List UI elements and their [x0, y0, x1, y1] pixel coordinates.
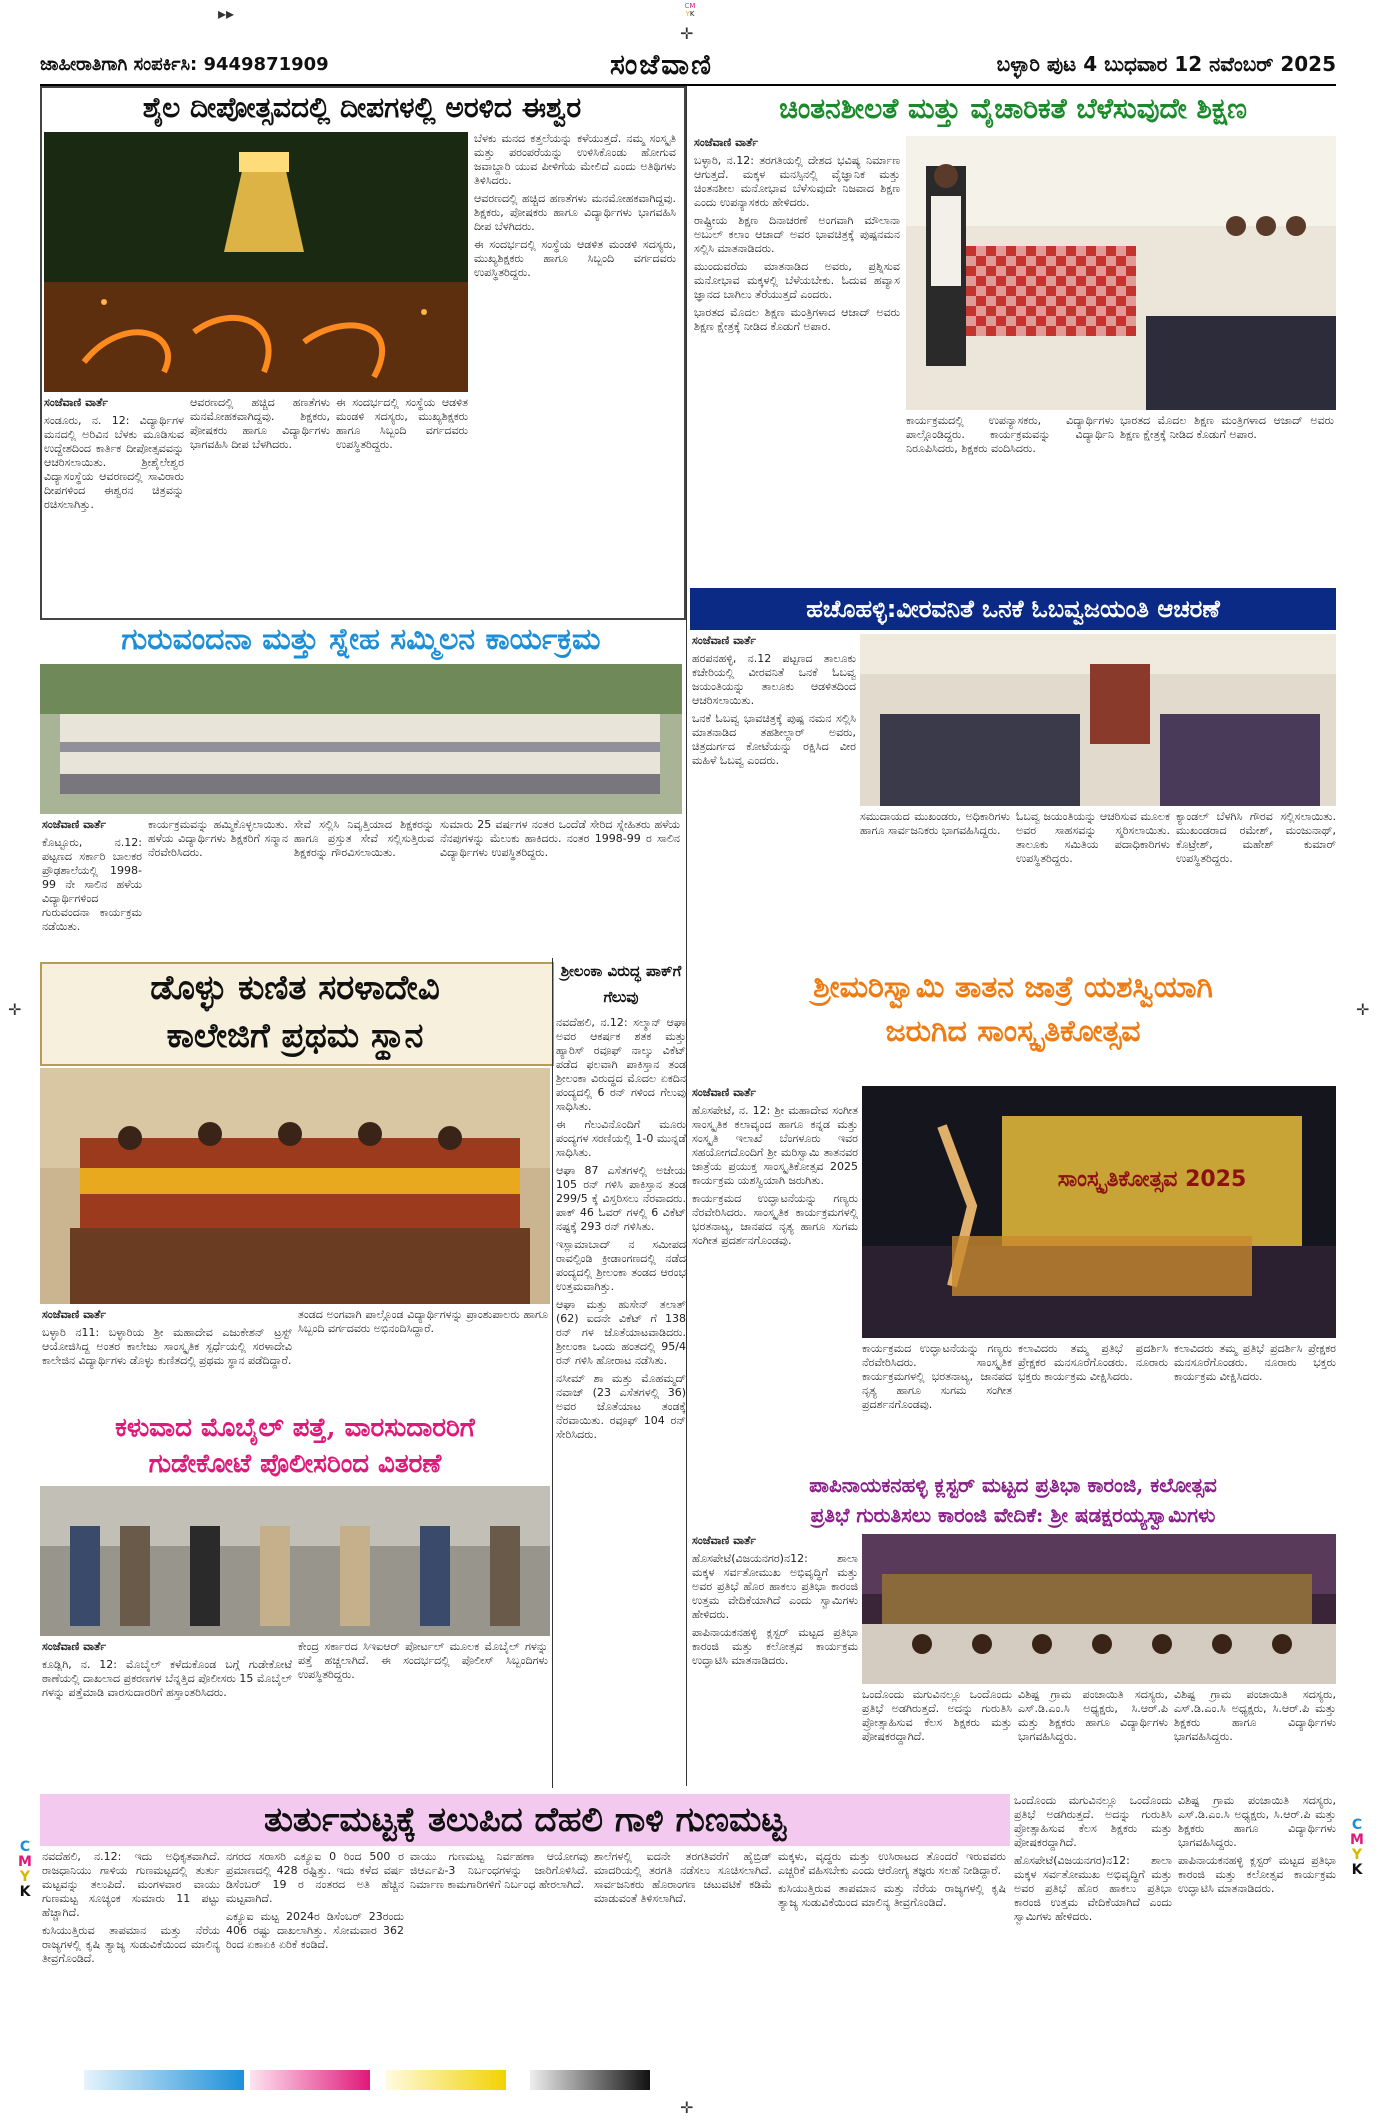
dollu-col-2: ತಂಡದ ಅಂಗವಾಗಿ ಪಾಲ್ಗೊಂಡ ವಿದ್ಯಾರ್ಥಿಗಳನ್ನು ಪ್ರಾಂಶುಪಾಲರು ಹಾಗೂ ಸಿಬ್ಬಂದಿ ವರ್ಗದವರು ಅಭಿನಂದಿಸಿದ್ದಾರೆ. — [298, 1308, 548, 1335]
guruvandana-col-3: ಸೇವೆ ಸಲ್ಲಿಸಿ ನಿವೃತ್ತಿಯಾದ ಶಿಕ್ಷಕರನ್ನು ಹಾಗೂ ಪ್ರಸ್ತುತ ಸೇವೆ ಸಲ್ಲಿಸುತ್ತಿರುವ ಶಿಕ್ಷಕರನ್ನು ಗೌರವಿಸಲಾಯಿತು. — [294, 818, 434, 859]
delhi-col-4: ಶಾಲೆಗಳಲ್ಲಿ ಐದನೇ ತರಗತಿವರೆಗೆ ಹೈಬ್ರಿಡ್ ಮಾದರಿಯಲ್ಲಿ ತರಗತಿ ನಡೆಸಲು ಸೂಚಿಸಲಾಗಿದೆ. ಸಾರ್ವಜನಿಕರು ಹೊರಾಂಗಣ ಚಟುವಟಿಕೆ ಕಡಿಮೆ ಮಾಡುವಂತೆ ತಿಳಿಸಲಾಗಿದೆ. — [594, 1850, 772, 1905]
mobile-headline-1: ಕಳುವಾದ ಮೊಬೈಲ್ ಪತ್ತೆ, ವಾರಸುದಾರರಿಗೆ — [115, 1413, 475, 1443]
chintanashilate-col-3: ಭಾರತದ ಮೊದಲ ಶಿಕ್ಷಣ ಮಂತ್ರಿಗಳಾದ ಆಜಾದ್ ಅವರು ಶಿಕ್ಷಣ ಕ್ಷೇತ್ರಕ್ಕೆ ನೀಡಿದ ಕೊಡುಗೆ ಅಪಾರ. — [1120, 414, 1334, 441]
column-rule — [552, 958, 553, 1788]
guruvandana-col-4: ಸುಮಾರು 25 ವರ್ಷಗಳ ನಂತರ ಒಂದೆಡೆ ಸೇರಿದ ಸ್ನೇಹಿತರು ಹಳೆಯ ನೆನಪುಗಳನ್ನು ಮೆಲುಕು ಹಾಕಿದರು. ನಂತರ 1998-99 ರ ಸಾಲಿನ ವಿದ್ಯಾರ್ಥಿಗಳು ಉಪಸ್ಥಿತರಿದ್ದರು. — [440, 818, 680, 859]
cyan-swatch — [84, 2070, 244, 2090]
hachohalli-headline: ಹಚೊಹಳ್ಳಿ:ವೀರವನಿತೆ ಒನಕೆ ಓಬವ್ವಜಯಂತಿ ಆಚರಣೆ — [690, 588, 1336, 630]
dollu-headline-2: ಕಾಲೇಜಿಗೆ ಪ್ರಥಮ ಸ್ಥಾನ — [166, 1016, 424, 1056]
guruvandana-col-2: ಕಾರ್ಯಕ್ರಮವನ್ನು ಹಮ್ಮಿಕೊಳ್ಳಲಾಯಿತು. ಹಳೆಯ ವಿದ್ಯಾರ್ಥಿಗಳು ಶಿಕ್ಷಕರಿಗೆ ಸನ್ಮಾನ ನೆರವೇರಿಸಿದರು. — [148, 818, 288, 859]
karanji-col-3: ವಿಶಿಷ್ಟ ಗ್ರಾಮ ಪಂಚಾಯಿತಿ ಸದಸ್ಯರು, ಎಸ್.ಡಿ.ಎಂ.ಸಿ ಅಧ್ಯಕ್ಷರು, ಸಿ.ಆರ್.ಪಿ ಮತ್ತು ಶಿಕ್ಷಕರು ಹಾಗೂ ವಿದ್ಯಾರ್ಥಿಗಳು ಭಾಗವಹಿಸಿದ್ದರು. — [1018, 1688, 1168, 1743]
dollu-headline-1: ಡೊಳ್ಳು ಕುಣಿತ ಸರಳಾದೇವಿ — [150, 968, 440, 1008]
delhi-col-3: ವಾಯು ಗುಣಮಟ್ಟ ನಿರ್ವಹಣಾ ಆಯೋಗವು ಜಿಆರ್ಎಪಿ-3 ನಿರ್ಬಂಧಗಳನ್ನು ಜಾರಿಗೊಳಿಸಿದೆ. ನಿರ್ಮಾಣ ಕಾಮಗಾರಿಗಳಿಗೆ ನಿರ್ಬಂಧ ಹೇರಲಾಗಿದೆ. — [410, 1850, 588, 1891]
dollu-col-1: ಸಂಜೆವಾಣಿ ವಾರ್ತೆ ಬಳ್ಳಾರಿ ನ11: ಬಳ್ಳಾರಿಯ ಶ್ರೀ ಮಹಾದೇವ ಎಜುಕೇಶನ್ ಟ್ರಸ್ಟ್ ಆಯೋಜಿಸಿದ್ದ ಅಂತರ ಕಾಲೇಜು ಸಾಂಸ್ಕೃತಿಕ ಸ್ಪರ್ಧೆಯಲ್ಲಿ ಸರಳಾದೇವಿ ಕಾಲೇಜಿನ ವಿದ್ಯಾರ್ಥಿಗಳು ಡೊಳ್ಳು ಕುಣಿತದಲ್ಲಿ ಪ್ರಥಮ ಸ್ಥಾನ ಪಡೆದಿದ್ದಾರೆ. — [42, 1308, 292, 1367]
marisvami-headline-2: ಜರುಗಿದ ಸಾಂಸ್ಕೃತಿಕೋತ್ಸವ — [885, 1014, 1141, 1049]
deepotsava-photo — [44, 132, 468, 392]
crosshair-icon: ✛ — [680, 24, 694, 43]
cmyk-right-mark: C M Y K — [1350, 1817, 1364, 1878]
delhi-col-2: ನಗರದ ಸರಾಸರಿ ಎಕ್ಯೂಐ 0 ರಿಂದ 500 ರ ಪ್ರಮಾಣದಲ್ಲಿ 428 ರಷ್ಟಿತ್ತು. ಇದು ಕಳೆದ ವರ್ಷ ಡಿಸೆಂಬರ್ 19 ರ ನಂತರದ ಅತಿ ಹೆಚ್ಚಿನ ಮಟ್ಟವಾಗಿದೆ. ಎಕ್ಯೂಐ ಮಟ್ಟ 2024ರ ಡಿಸೆಂಬರ್ 23ರಂದು 406 ರಷ್ಟು ದಾಖಲಾಗಿತ್ತು. ಸೋಮವಾರ 362 ರಿಂದ ಏಕಾಏಕಿ ಏರಿಕೆ ಕಂಡಿದೆ. — [226, 1850, 404, 1951]
mobile-col-1: ಸಂಜೆವಾಣಿ ವಾರ್ತೆ ಕೂಡ್ಲಿಗಿ, ನ. 12: ಮೊಬೈಲ್ ಕಳೆದುಕೊಂಡ ಬಗ್ಗೆ ಗುಡೇಕೋಟೆ ಠಾಣೆಯಲ್ಲಿ ದಾಖಲಾದ ಪ್ರಕರಣಗಳ ಬೆನ್ನತ್ತಿದ ಪೊಲೀಸರು 15 ಮೊಬೈಲ್ ಗಳನ್ನು ಪತ್ತೆಮಾಡಿ ವಾರಸುದಾರರಿಗೆ ಹಸ್ತಾಂತರಿಸಿದರು. — [42, 1640, 292, 1699]
marisvami-photo — [862, 1086, 1336, 1338]
hachohalli-col-2: ಸಮುದಾಯದ ಮುಖಂಡರು, ಅಧಿಕಾರಿಗಳು ಹಾಗೂ ಸಾರ್ವಜನಿಕರು ಭಾಗವಹಿಸಿದ್ದರು. — [860, 810, 1010, 837]
crosshair-icon: ✛ — [8, 1000, 22, 1019]
dollu-photo — [40, 1068, 550, 1304]
ad-contact: ಜಾಹೀರಾತಿಗಾಗಿ ಸಂಪರ್ಕಿಸಿ: 9449871909 — [40, 54, 329, 75]
page-arrow-mark: ▸▸ — [218, 4, 235, 23]
hachohalli-photo — [860, 634, 1336, 806]
marisvami-headline-1: ಶ್ರೀಮರಿಸ್ವಾಮಿ ತಾತನ ಜಾತ್ರೆ ಯಶಸ್ವಿಯಾಗಿ — [813, 970, 1213, 1005]
guruvandana-headline: ಗುರುವಂದನಾ ಮತ್ತು ಸ್ನೇಹ ಸಮ್ಮಿಲನ ಕಾರ್ಯಕ್ರಮ — [121, 622, 601, 657]
mobile-photo — [40, 1486, 550, 1636]
guruvandana-photo — [40, 664, 682, 814]
chintanashilate-col-2: ಕಾರ್ಯಕ್ರಮದಲ್ಲಿ ಉಪನ್ಯಾಸಕರು, ವಿದ್ಯಾರ್ಥಿಗಳು ಪಾಲ್ಗೊಂಡಿದ್ದರು. ಕಾರ್ಯಕ್ರಮವನ್ನು ವಿದ್ಯಾರ್ಥಿನಿ ನಿರೂಪಿಸಿದರು, ಶಿಕ್ಷಕರು ವಂದಿಸಿದರು. — [906, 414, 1114, 455]
chintanashilate-photo — [906, 136, 1336, 410]
deepotsava-col-1: ಸಂಜೆವಾಣಿ ವಾರ್ತೆ ಸಂಡೂರು, ನ. 12: ವಿದ್ಯಾರ್ಥಿಗಳ ಮನದಲ್ಲಿ ಅರಿವಿನ ಬೆಳಕು ಮೂಡಿಸುವ ಉದ್ದೇಶದಿಂದ ಕಾರ್ತಿಕ ದೀಪೋತ್ಸವವನ್ನು ಆಚರಿಸಲಾಯಿತು. ಶ್ರೀಶೈಲೇಶ್ವರ ವಿದ್ಯಾಸಂಸ್ಥೆಯ ಆವರಣದಲ್ಲಿ ಸಾವಿರಾರು ದೀಪಗಳಿಂದ ಈಶ್ವರನ ಚಿತ್ರವನ್ನು ರಚಿಸಲಾಗಿತ್ತು. — [44, 396, 184, 511]
karanji-headline-2: ಪ್ರತಿಭೆ ಗುರುತಿಸಲು ಕಾರಂಜಿ ವೇದಿಕೆ: ಶ್ರೀ ಷಡಕ್ಷರಯ್ಯಸ್ವಾಮಿಗಳು — [810, 1503, 1216, 1527]
chintanashilate-col-1: ಸಂಜೆವಾಣಿ ವಾರ್ತೆ ಬಳ್ಳಾರಿ, ನ.12: ತರಗತಿಯಲ್ಲಿ ದೇಶದ ಭವಿಷ್ಯ ನಿರ್ಮಾಣ ಆಗುತ್ತದೆ. ಮಕ್ಕಳ ಮನಸ್ಸಿನಲ್ಲಿ ವೈಜ್ಞಾನಿಕ ಮತ್ತು ಚಿಂತನಶೀಲ ಮನೋಭಾವ ಬೆಳೆಸುವುದೇ ನಿಜವಾದ ಶಿಕ್ಷಣ ಎಂದು ಉಪನ್ಯಾಸಕರು ಹೇಳಿದರು. ರಾಷ್ಟ್ರೀಯ ಶಿಕ್ಷಣ ದಿನಾಚರಣೆ ಅಂಗವಾಗಿ ಮೌಲಾನಾ ಅಬುಲ್ ಕಲಾಂ ಆಜಾದ್ ಅವರ ಭಾವಚಿತ್ರಕ್ಕೆ ಪುಷ್ಪನಮನ ಸಲ್ಲಿಸಿ ಮಾತನಾಡಿದರು. ಮುಂದುವರೆದು ಮಾತನಾಡಿದ ಅವರು, ಪ್ರಶ್ನಿಸುವ ಮನೋಭಾವ ಮಕ್ಕಳಲ್ಲಿ ಬೆಳೆಯಬೇಕು. ಓದುವ ಹವ್ಯಾಸ ಜ್ಞಾನದ ಬಾಗಿಲು ತೆರೆಯುತ್ತದೆ ಎಂದರು. ಭಾರತದ ಮೊದಲ ಶಿಕ್ಷಣ ಮಂತ್ರಿಗಳಾದ ಆಜಾದ್ ಅವರು ಶಿಕ್ಷಣ ಕ್ಷೇತ್ರಕ್ಕೆ ನೀಡಿದ ಕೊಡುಗೆ ಅಪಾರ. — [694, 136, 900, 333]
column-rule — [686, 86, 687, 1786]
srilanka-headline: ಶ್ರೀಲಂಕಾ ವಿರುದ್ಧ ಪಾಕ್‌ಗೆ ಗೆಲುವು — [560, 962, 682, 1006]
yellow-swatch — [386, 2070, 506, 2090]
srilanka-col: ನವದೆಹಲಿ, ನ.12: ಸಲ್ಮಾನ್ ಆಘಾ ಅವರ ಆಕರ್ಷಕ ಶತಕ ಮತ್ತು ಹ್ಯಾರಿಸ್ ರವೂಫ್ ನಾಲ್ಕು ವಿಕೆಟ್ ಪಡೆದ ಫಲವಾಗಿ ಪಾಕಿಸ್ತಾನ ತಂಡ ಶ್ರೀಲಂಕಾ ವಿರುದ್ಧದ ಮೊದಲ ಏಕದಿನ ಪಂದ್ಯದಲ್ಲಿ 6 ರನ್ ಗಳಿಂದ ಗೆಲುವು ಸಾಧಿಸಿತು. ಈ ಗೆಲುವಿನೊಂದಿಗೆ ಮೂರು ಪಂದ್ಯಗಳ ಸರಣಿಯಲ್ಲಿ 1-0 ಮುನ್ನಡೆ ಸಾಧಿಸಿತು. ಆಘಾ 87 ಎಸೆತಗಳಲ್ಲಿ ಅಜೇಯ 105 ರನ್ ಗಳಿಸಿ ಪಾಕಿಸ್ತಾನ ತಂಡ 299/5 ಕ್ಕೆ ವಿಸ್ತರಿಸಲು ನೆರವಾದರು. ಪಾಕ್ 46 ಓವರ್ ಗಳಲ್ಲಿ 6 ವಿಕೆಟ್ ನಷ್ಟಕ್ಕೆ 293 ರನ್ ಗಳಿಸಿತು. ಇಸ್ಲಾಮಾಬಾದ್ ನ ಸಮೀಪದ ರಾವಲ್ಪಿಂಡಿ ಕ್ರೀಡಾಂಗಣದಲ್ಲಿ ನಡೆದ ಪಂದ್ಯದಲ್ಲಿ ಶ್ರೀಲಂಕಾ ತಂಡದ ಆರಂಭ ಉತ್ತಮವಾಗಿತ್ತು. ಆಘಾ ಮತ್ತು ಹುಸೇನ್ ತಲಾತ್ (62) ಐದನೇ ವಿಕೆಟ್ ಗೆ 138 ರನ್ ಗಳ ಜೊತೆಯಾಟವಾಡಿದರು. ಶ್ರೀಲಂಕಾ ಒಂದು ಹಂತದಲ್ಲಿ 95/4 ರನ್ ಗಳಿಸಿ ಹೋರಾಟ ನಡೆಸಿತು. ನಸೀಮ್ ಶಾ ಮತ್ತು ಮೊಹಮ್ಮದ್ ನವಾಜ್ (23 ಎಸೆತಗಳಲ್ಲಿ 36) ಅವರ ಜೊತೆಯಾಟ ತಂಡಕ್ಕೆ ನೆರವಾಯಿತು. ರವೂಫ್ 104 ರನ್ ಸೇರಿಸಿದರು. — [556, 1016, 686, 1441]
hachohalli-col-3: ಓಬವ್ವ ಜಯಂತಿಯನ್ನು ಆಚರಿಸುವ ಮೂಲಕ ಅವರ ಸಾಹಸವನ್ನು ಸ್ಮರಿಸಲಾಯಿತು. ತಾಲೂಕು ಸಮಿತಿಯ ಪದಾಧಿಕಾರಿಗಳು ಉಪಸ್ಥಿತರಿದ್ದರು. — [1016, 810, 1170, 865]
masthead — [40, 48, 1336, 86]
deepotsava-col-3: ಈ ಸಂದರ್ಭದಲ್ಲಿ ಸಂಸ್ಥೆಯ ಆಡಳಿತ ಮಂಡಳಿ ಸದಸ್ಯರು, ಮುಖ್ಯಶಿಕ್ಷಕರು ಹಾಗೂ ಸಿಬ್ಬಂದಿ ವರ್ಗದವರು ಉಪಸ್ಥಿತರಿದ್ದರು. — [336, 396, 468, 451]
karanji-col-4: ವಿಶಿಷ್ಟ ಗ್ರಾಮ ಪಂಚಾಯಿತಿ ಸದಸ್ಯರು, ಎಸ್.ಡಿ.ಎಂ.ಸಿ ಅಧ್ಯಕ್ಷರು, ಸಿ.ಆರ್.ಪಿ ಮತ್ತು ಶಿಕ್ಷಕರು ಹಾಗೂ ವಿದ್ಯಾರ್ಥಿಗಳು ಭಾಗವಹಿಸಿದ್ದರು. — [1174, 1688, 1336, 1743]
karanji-headline-1: ಪಾಪಿನಾಯಕನಹಳ್ಳಿ ಕ್ಲಸ್ಟರ್ ಮಟ್ಟದ ಪ್ರತಿಭಾ ಕಾರಂಜಿ, ಕಲೋತ್ಸವ — [809, 1473, 1217, 1497]
deepotsava-col-2: ಆವರಣದಲ್ಲಿ ಹಚ್ಚಿದ ಹಣತೆಗಳು ಮನಮೋಹಕವಾಗಿದ್ದವು. ಶಿಕ್ಷಕರು, ಪೋಷಕರು ಹಾಗೂ ವಿದ್ಯಾರ್ಥಿಗಳು ಭಾಗವಹಿಸಿ ದೀಪ ಬೆಳಗಿದರು. — [190, 396, 330, 451]
crosshair-icon: ✛ — [680, 2098, 694, 2117]
stage-banner-text: ಸಾಂಸ್ಕೃತಿಕೋತ್ಸವ 2025 — [1057, 1167, 1247, 1192]
delhi-col-5: ಮಕ್ಕಳು, ವೃದ್ಧರು ಮತ್ತು ಉಸಿರಾಟದ ತೊಂದರೆ ಇರುವವರು ಎಚ್ಚರಿಕೆ ವಹಿಸಬೇಕು ಎಂದು ಆರೋಗ್ಯ ತಜ್ಞರು ಸಲಹೆ ನೀಡಿದ್ದಾರೆ. ಕುಸಿಯುತ್ತಿರುವ ತಾಪಮಾನ ಮತ್ತು ನೆರೆಯ ರಾಜ್ಯಗಳಲ್ಲಿ ಕೃಷಿ ತ್ಯಾಜ್ಯ ಸುಡುವಿಕೆಯಿಂದ ಮಾಲಿನ್ಯ ತೀವ್ರಗೊಂಡಿದೆ. — [778, 1850, 1006, 1909]
issue-info: ಬಳ್ಳಾರಿ ಪುಟ 4 ಬುಧವಾರ 12 ನವೆಂಬರ್ 2025 — [996, 52, 1336, 76]
newspaper-logo: ಸಂಜೆವಾಣಿ — [610, 48, 713, 81]
marisvami-col-1: ಸಂಜೆವಾಣಿ ವಾರ್ತೆ ಹೊಸಪೇಟೆ, ನ. 12: ಶ್ರೀ ಮಹಾದೇವ ಸಂಗೀತ ಸಾಂಸ್ಕೃತಿಕ ಕಲಾವೃಂದ ಹಾಗೂ ಕನ್ನಡ ಮತ್ತು ಸಂಸ್ಕೃತಿ ಇಲಾಖೆ ಬೆಂಗಳೂರು ಇವರ ಸಹಯೋಗದೊಂದಿಗೆ ಶ್ರೀ ಮರಿಸ್ವಾಮಿ ತಾತನವರ ಜಾತ್ರೆಯ ಪ್ರಯುಕ್ತ ಸಾಂಸ್ಕೃತಿಕೋತ್ಸವ 2025 ಕಾರ್ಯಕ್ರಮ ಯಶಸ್ವಿಯಾಗಿ ಜರುಗಿತು. ಕಾರ್ಯಕ್ರಮದ ಉದ್ಘಾಟನೆಯನ್ನು ಗಣ್ಯರು ನೆರವೇರಿಸಿದರು. ಸಾಂಸ್ಕೃತಿಕ ಕಾರ್ಯಕ್ರಮಗಳಲ್ಲಿ ಭರತನಾಟ್ಯ, ಜಾನಪದ ನೃತ್ಯ ಹಾಗೂ ಸುಗಮ ಸಂಗೀತ ಪ್ರದರ್ಶನಗೊಂಡವು. — [692, 1086, 858, 1247]
marisvami-col-2: ಕಾರ್ಯಕ್ರಮದ ಉದ್ಘಾಟನೆಯನ್ನು ಗಣ್ಯರು ನೆರವೇರಿಸಿದರು. ಸಾಂಸ್ಕೃತಿಕ ಕಾರ್ಯಕ್ರಮಗಳಲ್ಲಿ ಭರತನಾಟ್ಯ, ಜಾನಪದ ನೃತ್ಯ ಹಾಗೂ ಸುಗಮ ಸಂಗೀತ ಪ್ರದರ್ಶನಗೊಂಡವು. — [862, 1342, 1012, 1411]
mobile-headline-2: ಗುಡೇಕೋಟೆ ಪೊಲೀಸರಿಂದ ವಿತರಣೆ — [148, 1449, 442, 1479]
cmyk-top-mark: CM YK — [684, 2, 696, 18]
karanji-photo — [862, 1534, 1336, 1684]
deepotsava-headline: ಶೈಲ ದೀಪೋತ್ಸವದಲ್ಲಿ ದೀಪಗಳಲ್ಲಿ ಅರಳಿದ ಈಶ್ವರ — [142, 91, 582, 124]
cmyk-left-mark: C M Y K — [18, 1839, 32, 1900]
delhi-headline: ತುರ್ತುಮಟ್ಟಕ್ಕೆ ತಲುಪಿದ ದೆಹಲಿ ಗಾಳಿ ಗುಣಮಟ್ಟ — [40, 1794, 1010, 1846]
chintanashilate-headline: ಚಿಂತನಶೀಲತೆ ಮತ್ತು ವೈಚಾರಿಕತೆ ಬೆಳೆಸುವುದೇ ಶಿಕ್ಷಣ — [690, 86, 1336, 132]
magenta-swatch — [250, 2070, 370, 2090]
crosshair-icon: ✛ — [1356, 1000, 1370, 1019]
karanji-col-2: ಒಂದೊಂದು ಮಗುವಿನಲ್ಲೂ ಒಂದೊಂದು ಪ್ರತಿಭೆ ಅಡಗಿರುತ್ತದೆ. ಅದನ್ನು ಗುರುತಿಸಿ ಪ್ರೋತ್ಸಾಹಿಸುವ ಕೆಲಸ ಶಿಕ್ಷಕರು ಮತ್ತು ಪೋಷಕರದ್ದಾಗಿದೆ. — [862, 1688, 1012, 1743]
karanji-col-6: ವಿಶಿಷ್ಟ ಗ್ರಾಮ ಪಂಚಾಯಿತಿ ಸದಸ್ಯರು, ಎಸ್.ಡಿ.ಎಂ.ಸಿ ಅಧ್ಯಕ್ಷರು, ಸಿ.ಆರ್.ಪಿ ಮತ್ತು ಶಿಕ್ಷಕರು ಹಾಗೂ ವಿದ್ಯಾರ್ಥಿಗಳು ಭಾಗವಹಿಸಿದ್ದರು. ಪಾಪಿನಾಯಕನಹಳ್ಳಿ ಕ್ಲಸ್ಟರ್ ಮಟ್ಟದ ಪ್ರತಿಭಾ ಕಾರಂಜಿ ಮತ್ತು ಕಲೋತ್ಸವ ಕಾರ್ಯಕ್ರಮ ಉದ್ಘಾಟಿಸಿ ಮಾತನಾಡಿದರು. — [1178, 1794, 1336, 1895]
hachohalli-col-4: ಕ್ಯಾಂಡಲ್ ಬೆಳಗಿಸಿ ಗೌರವ ಸಲ್ಲಿಸಲಾಯಿತು. ಮುಖಂಡರಾದ ರಮೇಶ್, ಮಂಜುನಾಥ್, ಕೊಟ್ರೇಶ್, ಮಹೇಶ್ ಕುಮಾರ್ ಉಪಸ್ಥಿತರಿದ್ದರು. — [1176, 810, 1336, 865]
black-swatch — [530, 2070, 650, 2090]
delhi-col-1: ನವದೆಹಲಿ, ನ.12: ಇದು ಅಧಿಕೃತವಾಗಿದೆ. ರಾಜಧಾನಿಯು ಗಾಳಿಯ ಗುಣಮಟ್ಟದಲ್ಲಿ ತುರ್ತು ಮಟ್ಟವನ್ನು ತಲುಪಿದೆ. ಮಂಗಳವಾರ ವಾಯು ಗುಣಮಟ್ಟ ಸೂಚ್ಯಂಕ ಸುಮಾರು 11 ಪಟ್ಟು ಹೆಚ್ಚಾಗಿದೆ. ಕುಸಿಯುತ್ತಿರುವ ತಾಪಮಾನ ಮತ್ತು ನೆರೆಯ ರಾಜ್ಯಗಳಲ್ಲಿ ಕೃಷಿ ತ್ಯಾಜ್ಯ ಸುಡುವಿಕೆಯಿಂದ ಮಾಲಿನ್ಯ ತೀವ್ರಗೊಂಡಿದೆ. — [42, 1850, 220, 1965]
karanji-col-5: ಒಂದೊಂದು ಮಗುವಿನಲ್ಲೂ ಒಂದೊಂದು ಪ್ರತಿಭೆ ಅಡಗಿರುತ್ತದೆ. ಅದನ್ನು ಗುರುತಿಸಿ ಪ್ರೋತ್ಸಾಹಿಸುವ ಕೆಲಸ ಶಿಕ್ಷಕರು ಮತ್ತು ಪೋಷಕರದ್ದಾಗಿದೆ. ಹೊಸಪೇಟೆ(ವಿಜಯನಗರ)ನ12: ಶಾಲಾ ಮಕ್ಕಳ ಸರ್ವತೋಮುಖ ಅಭಿವೃದ್ಧಿಗೆ ಮತ್ತು ಅವರ ಪ್ರತಿಭೆ ಹೊರ ಹಾಕಲು ಪ್ರತಿಭಾ ಕಾರಂಜಿ ಉತ್ತಮ ವೇದಿಕೆಯಾಗಿದೆ ಎಂದು ಸ್ವಾಮಿಗಳು ಹೇಳಿದರು. — [1014, 1794, 1172, 1923]
hachohalli-col-1: ಸಂಜೆವಾಣಿ ವಾರ್ತೆ ಹರಪನಹಳ್ಳಿ, ನ.12 ಪಟ್ಟಣದ ತಾಲೂಕು ಕಚೇರಿಯಲ್ಲಿ ವೀರವನಿತೆ ಒನಕೆ ಓಬವ್ವ ಜಯಂತಿಯನ್ನು ತಾಲೂಕು ಆಡಳಿತದಿಂದ ಆಚರಿಸಲಾಯಿತು. ಒನಕೆ ಓಬವ್ವ ಭಾವಚಿತ್ರಕ್ಕೆ ಪುಷ್ಪ ನಮನ ಸಲ್ಲಿಸಿ ಮಾತನಾಡಿದ ತಹಶೀಲ್ದಾರ್ ಅವರು, ಚಿತ್ರದುರ್ಗದ ಕೋಟೆಯನ್ನು ರಕ್ಷಿಸಿದ ವೀರ ಮಹಿಳೆ ಓಬವ್ವ ಎಂದರು. — [692, 634, 856, 767]
guruvandana-col-1: ಸಂಜೆವಾಣಿ ವಾರ್ತೆ ಕೊಟ್ಟೂರು, ನ.12: ಪಟ್ಟಣದ ಸರ್ಕಾರಿ ಬಾಲಕರ ಪ್ರೌಢಶಾಲೆಯಲ್ಲಿ 1998-99 ನೇ ಸಾಲಿನ ಹಳೆಯ ವಿದ್ಯಾರ್ಥಿಗಳಿಂದ ಗುರುವಂದನಾ ಕಾರ್ಯಕ್ರಮ ನಡೆಯಿತು. — [42, 818, 142, 933]
marisvami-col-3: ಕಲಾವಿದರು ತಮ್ಮ ಪ್ರತಿಭೆ ಪ್ರದರ್ಶಿಸಿ ಪ್ರೇಕ್ಷಕರ ಮನಸೂರೆಗೊಂಡರು. ನೂರಾರು ಭಕ್ತರು ಕಾರ್ಯಕ್ರಮ ವೀಕ್ಷಿಸಿದರು. — [1018, 1342, 1168, 1383]
marisvami-col-4: ಕಲಾವಿದರು ತಮ್ಮ ಪ್ರತಿಭೆ ಪ್ರದರ್ಶಿಸಿ ಪ್ರೇಕ್ಷಕರ ಮನಸೂರೆಗೊಂಡರು. ನೂರಾರು ಭಕ್ತರು ಕಾರ್ಯಕ್ರಮ ವೀಕ್ಷಿಸಿದರು. — [1174, 1342, 1336, 1383]
deepotsava-col-4: ಬೆಳಕು ಮನದ ಕತ್ತಲೆಯನ್ನು ಕಳೆಯುತ್ತದೆ. ನಮ್ಮ ಸಂಸ್ಕೃತಿ ಮತ್ತು ಪರಂಪರೆಯನ್ನು ಉಳಿಸಿಕೊಂಡು ಹೋಗುವ ಜವಾಬ್ದಾರಿ ಯುವ ಪೀಳಿಗೆಯ ಮೇಲಿದೆ ಎಂದು ಅತಿಥಿಗಳು ತಿಳಿಸಿದರು. ಆವರಣದಲ್ಲಿ ಹಚ್ಚಿದ ಹಣತೆಗಳು ಮನಮೋಹಕವಾಗಿದ್ದವು. ಶಿಕ್ಷಕರು, ಪೋಷಕರು ಹಾಗೂ ವಿದ್ಯಾರ್ಥಿಗಳು ಭಾಗವಹಿಸಿ ದೀಪ ಬೆಳಗಿದರು. ಈ ಸಂದರ್ಭದಲ್ಲಿ ಸಂಸ್ಥೆಯ ಆಡಳಿತ ಮಂಡಳಿ ಸದಸ್ಯರು, ಮುಖ್ಯಶಿಕ್ಷಕರು ಹಾಗೂ ಸಿಬ್ಬಂದಿ ವರ್ಗದವರು ಉಪಸ್ಥಿತರಿದ್ದರು. — [474, 132, 676, 279]
karanji-col-1: ಸಂಜೆವಾಣಿ ವಾರ್ತೆ ಹೊಸಪೇಟೆ(ವಿಜಯನಗರ)ನ12: ಶಾಲಾ ಮಕ್ಕಳ ಸರ್ವತೋಮುಖ ಅಭಿವೃದ್ಧಿಗೆ ಮತ್ತು ಅವರ ಪ್ರತಿಭೆ ಹೊರ ಹಾಕಲು ಪ್ರತಿಭಾ ಕಾರಂಜಿ ಉತ್ತಮ ವೇದಿಕೆಯಾಗಿದೆ ಎಂದು ಸ್ವಾಮಿಗಳು ಹೇಳಿದರು. ಪಾಪಿನಾಯಕನಹಳ್ಳಿ ಕ್ಲಸ್ಟರ್ ಮಟ್ಟದ ಪ್ರತಿಭಾ ಕಾರಂಜಿ ಮತ್ತು ಕಲೋತ್ಸವ ಕಾರ್ಯಕ್ರಮ ಉದ್ಘಾಟಿಸಿ ಮಾತನಾಡಿದರು. — [692, 1534, 858, 1667]
mobile-col-2: ಕೇಂದ್ರ ಸರ್ಕಾರದ ಸಿಇಐಆರ್ ಪೋರ್ಟಲ್ ಮೂಲಕ ಮೊಬೈಲ್ ಗಳನ್ನು ಪತ್ತೆ ಹಚ್ಚಲಾಗಿದೆ. ಈ ಸಂದರ್ಭದಲ್ಲಿ ಪೊಲೀಸ್ ಸಿಬ್ಬಂದಿಗಳು ಉಪಸ್ಥಿತರಿದ್ದರು. — [298, 1640, 548, 1681]
